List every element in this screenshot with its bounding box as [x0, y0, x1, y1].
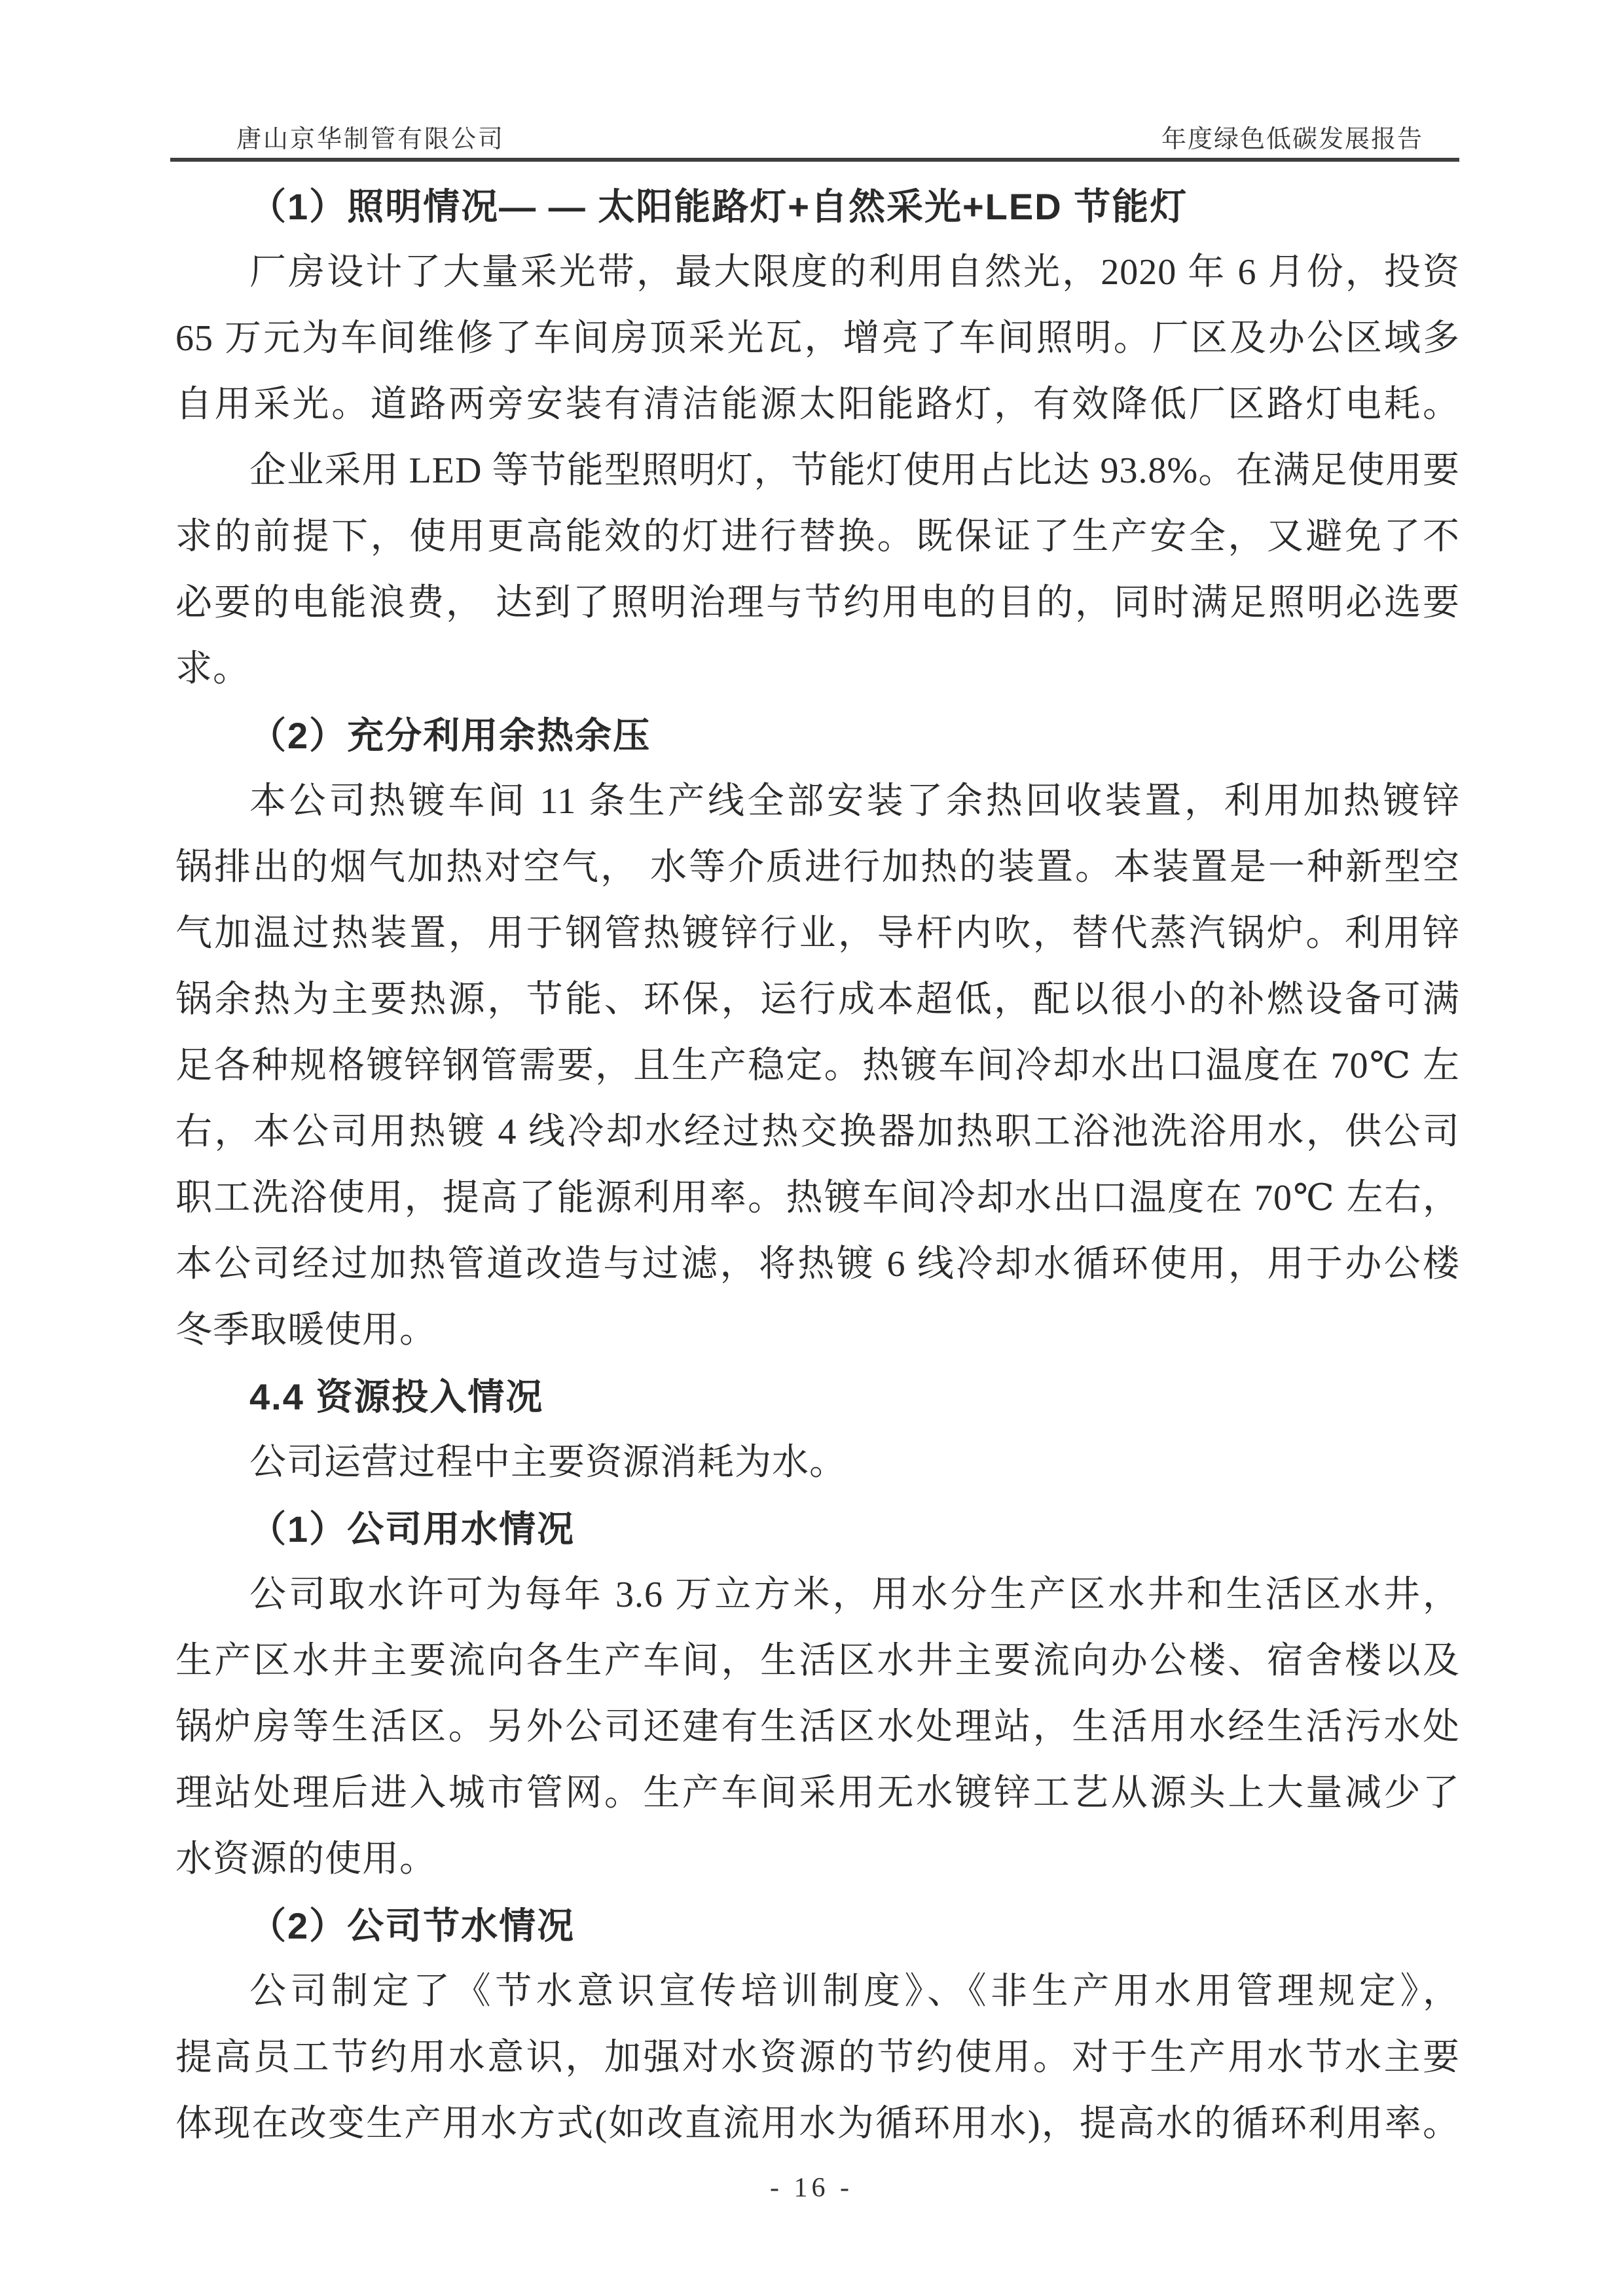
body-text-line: 气加温过热装置，用于钢管热镀锌行业，导杆内吹，替代蒸汽锅炉。利用锌 [175, 913, 1460, 954]
body-text-line: 锅炉房等生活区。另外公司还建有生活区水处理站，生活用水经生活污水处 [175, 1707, 1460, 1747]
document-body [175, 173, 1460, 2157]
body-text-line: 锅余热为主要热源，节能、环保，运行成本超低，配以很小的补燃设备可满 [175, 979, 1460, 1020]
section-heading: （2）充分利用余热余压 [249, 715, 651, 756]
section-heading: （1）照明情况— — 太阳能路灯+自然采光+LED 节能灯 [249, 186, 1188, 227]
body-text-line: 水资源的使用。 [175, 1839, 437, 1880]
page-footer [0, 2168, 1623, 2208]
section-heading: （1）公司用水情况 [249, 1508, 575, 1550]
body-text-line: 企业采用 LED 等节能型照明灯，节能灯使用占比达 93.8%。在满足使用要 [249, 450, 1460, 491]
body-text-line: 体现在改变生产用水方式(如改直流用水为循环用水)，提高水的循环利用率。 [175, 2104, 1460, 2144]
body-text-line: 厂房设计了大量采光带，最大限度的利用自然光，2020 年 6 月份，投资 [249, 252, 1460, 293]
body-text-line: 求的前提下，使用更高能效的灯进行替换。既保证了生产安全，又避免了不 [175, 517, 1460, 557]
body-text-line: 冬季取暖使用。 [175, 1310, 437, 1351]
body-text-line: 本公司经过加热管道改造与过滤，将热镀 6 线冷却水循环使用，用于办公楼 [175, 1244, 1460, 1285]
body-text-line: 足各种规格镀锌钢管需要，且生产稳定。热镀车间冷却水出口温度在 70℃ 左 [175, 1046, 1460, 1086]
section-heading: 4.4 资源投入情况 [249, 1376, 544, 1417]
body-text-line: 公司取水许可为每年 3.6 万立方米，用水分生产区水井和生活区水井， [249, 1575, 1460, 1615]
header-report-title: 年度绿色低碳发展报告 [1161, 126, 1423, 153]
body-text-line: 职工洗浴使用，提高了能源利用率。热镀车间冷却水出口温度在 70℃ 左右， [175, 1178, 1460, 1218]
header-rule [170, 158, 1459, 162]
body-text-line: 必要的电能浪费， 达到了照明治理与节约用电的目的，同时满足照明必选要 [175, 583, 1460, 623]
body-text-line: 右，本公司用热镀 4 线冷却水经过热交换器加热职工浴池洗浴用水，供公司 [175, 1112, 1460, 1152]
body-text-line: 理站处理后进入城市管网。生产车间采用无水镀锌工艺从源头上大量减少了 [175, 1773, 1460, 1813]
header-company-name: 唐山京华制管有限公司 [236, 126, 505, 153]
page-number: - 16 - [770, 2173, 853, 2203]
page-header [174, 124, 1459, 155]
section-heading: （2）公司节水情况 [249, 1905, 575, 1946]
body-text-line: 本公司热镀车间 11 条生产线全部安装了余热回收装置，利用加热镀锌 [249, 781, 1460, 822]
body-text-line: 求。 [175, 649, 250, 689]
body-text-line: 公司制定了《节水意识宣传培训制度》、《非生产用水用管理规定》， [249, 1971, 1460, 2012]
body-text-line: 自用采光。道路两旁安装有清洁能源太阳能路灯，有效降低厂区路灯电耗。 [175, 384, 1460, 425]
body-text-line: 65 万元为车间维修了车间房顶采光瓦，增亮了车间照明。厂区及办公区域多 [175, 318, 1460, 359]
body-text-line: 锅排出的烟气加热对空气， 水等介质进行加热的装置。本装置是一种新型空 [175, 847, 1460, 888]
body-text-line: 公司运营过程中主要资源消耗为水。 [249, 1442, 847, 1483]
body-text-line: 生产区水井主要流向各生产车间，生活区水井主要流向办公楼、宿舍楼以及 [175, 1641, 1460, 1681]
body-text-line: 提高员工节约用水意识，加强对水资源的节约使用。对于生产用水节水主要 [175, 2037, 1460, 2078]
